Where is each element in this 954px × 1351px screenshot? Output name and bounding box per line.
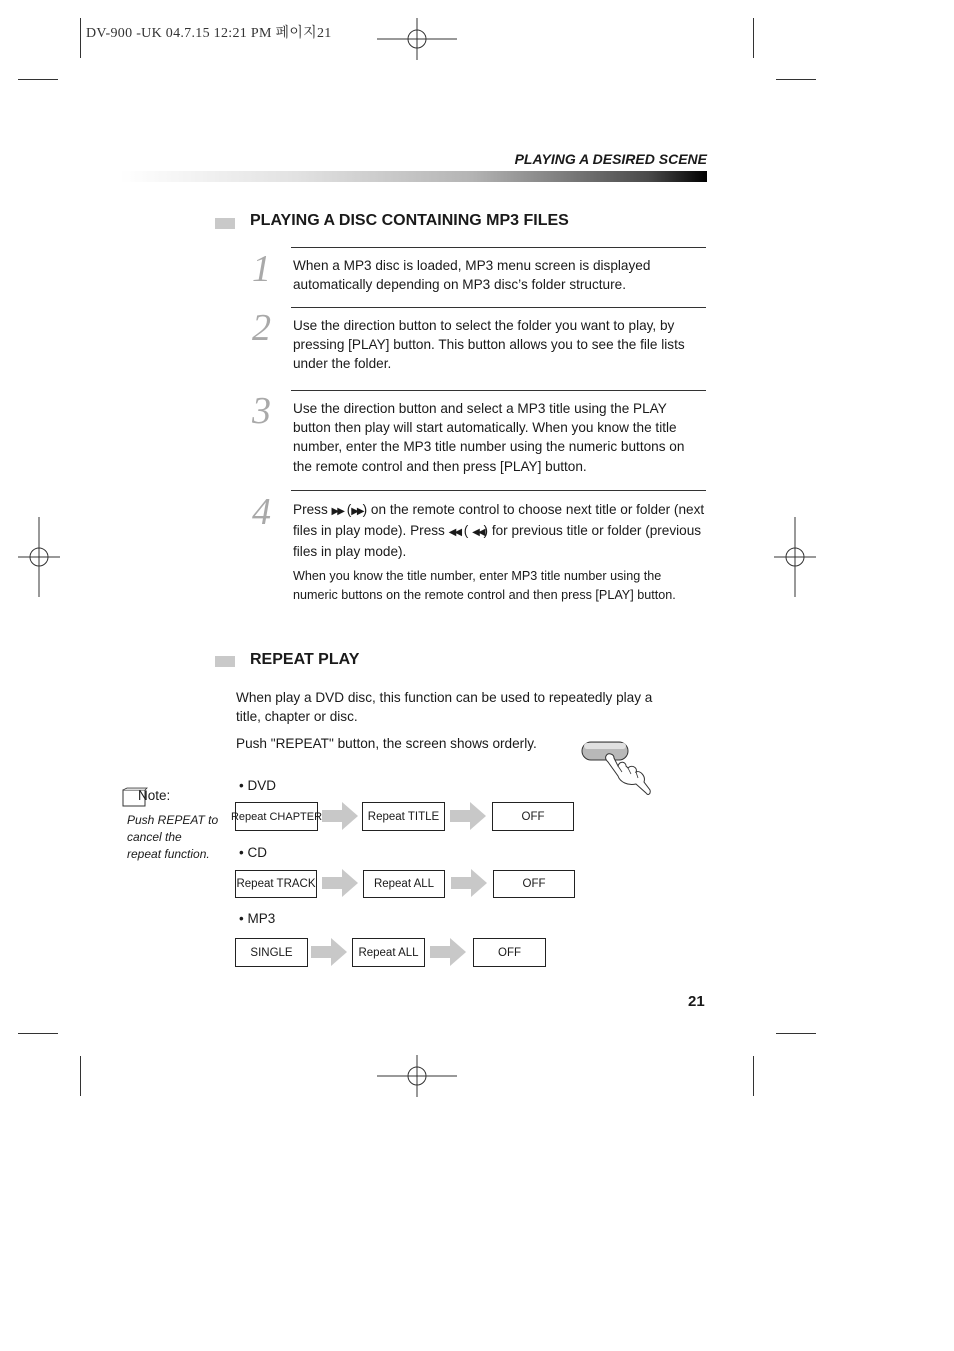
right-arrow-icon [322, 868, 358, 898]
step-divider [291, 247, 706, 248]
crosshair-icon [377, 1055, 457, 1097]
note-label: Note: [138, 788, 171, 803]
crop-mark [776, 1033, 816, 1034]
crosshair-icon [18, 517, 60, 597]
cd-label: • CD [239, 845, 267, 860]
repeat-chapter-box: Repeat CHAPTER [235, 802, 318, 831]
off-box: OFF [493, 870, 575, 898]
crop-mark [80, 1056, 81, 1096]
hand-pressing-button-icon [578, 738, 658, 796]
right-arrow-icon [450, 801, 486, 831]
crop-mark [18, 79, 58, 80]
step-number: 4 [252, 491, 271, 533]
running-head: PLAYING A DESIRED SCENE [514, 151, 707, 167]
section-marker [215, 656, 235, 667]
crop-mark [80, 18, 81, 58]
right-arrow-icon [322, 801, 358, 831]
crosshair-icon [377, 18, 457, 60]
rewind-icon: ◀◀ [448, 527, 461, 539]
crop-mark [776, 79, 816, 80]
right-arrow-icon [430, 937, 466, 967]
note-text: Push REPEAT to cancel the repeat function. [127, 813, 219, 861]
right-arrow-icon [451, 868, 487, 898]
fast-forward-icon: ▶▶ [331, 506, 343, 517]
mp3-label: • MP3 [239, 911, 276, 926]
step-extra-text: When you know the title number, enter MP3 title number using the numeric buttons on the remote control and then press [PLAY] button. [293, 569, 676, 603]
step-text: Press ▶▶ (▶▶) on the remote control to choose next title or folder (next files in play mode). Press ◀◀ ( ◀◀) for previous title or folder (previous files in play mode). [293, 502, 705, 560]
repeat-all-box: Repeat ALL [352, 938, 425, 967]
section-title-repeat: REPEAT PLAY [250, 651, 360, 668]
fast-forward-icon: ▶▶ [351, 506, 363, 517]
dvd-label: • DVD [239, 778, 276, 793]
repeat-title-box: Repeat TITLE [362, 802, 445, 831]
step-number: 3 [252, 390, 271, 432]
single-box: SINGLE [235, 938, 308, 967]
section-title-mp3: PLAYING A DISC CONTAINING MP3 FILES [250, 212, 569, 229]
crop-mark [753, 1056, 754, 1096]
repeat-track-box: Repeat TRACK [235, 870, 317, 898]
step-text: When a MP3 disc is loaded, MP3 menu screen is displayed automatically depending on MP3 disc’s folder structure. [293, 258, 651, 293]
page-number: 21 [688, 993, 705, 1010]
crop-mark [18, 1033, 58, 1034]
repeat-intro: When play a DVD disc, this function can be used to repeatedly play a title, chapter or disc. [236, 690, 653, 725]
step-text: Use the direction button and select a MP3 title using the PLAY button then play will start automatically. When you know the title number, enter the MP3 title number using the numeric buttons on the remote control and then press [PLAY] button. [293, 401, 685, 474]
crop-mark [753, 18, 754, 58]
step-divider [291, 307, 706, 308]
step-divider [291, 390, 706, 391]
header-gradient-bar [120, 171, 707, 182]
step-number: 2 [252, 307, 271, 349]
step-text: Use the direction button to select the folder you want to play, by pressing [PLAY] button. This button allows you to see the file lists under the folder. [293, 318, 685, 372]
rewind-icon: ◀◀ [472, 527, 484, 539]
crosshair-icon [774, 517, 816, 597]
right-arrow-icon [311, 937, 347, 967]
step-number: 1 [252, 248, 271, 290]
off-box: OFF [492, 802, 574, 831]
off-box: OFF [473, 938, 546, 967]
repeat-all-box: Repeat ALL [363, 870, 445, 898]
section-marker [215, 218, 235, 229]
repeat-push-text: Push "REPEAT" button, the screen shows orderly. [236, 736, 537, 751]
step-divider [291, 490, 706, 491]
print-header: DV-900 -UK 04.7.15 12:21 PM 페이지21 [86, 26, 332, 41]
